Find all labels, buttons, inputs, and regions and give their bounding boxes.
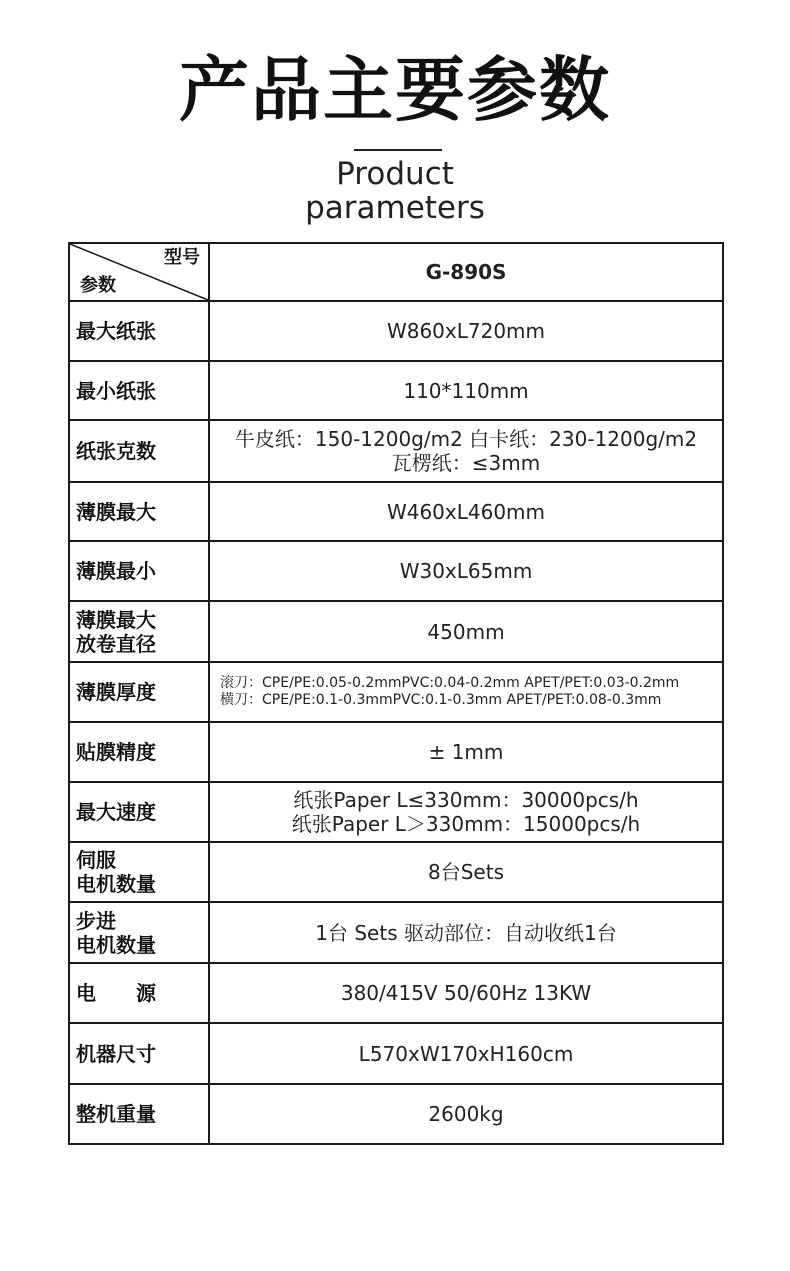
table-row xyxy=(69,722,723,782)
row-value-line: 横刀：CPE/PE:0.1-0.3mmPVC:0.1-0.3mm APET/PET:0.08-0.3mm xyxy=(220,692,662,708)
table-row xyxy=(69,842,723,902)
row-value xyxy=(209,601,723,662)
row-label-line: 薄膜最小 xyxy=(76,559,156,583)
row-value xyxy=(209,662,723,722)
row-value-line: 纸张Paper L＞330mm：15000pcs/h xyxy=(291,812,641,836)
row-value-line: 滚刀：CPE/PE:0.05-0.2mmPVC:0.04-0.2mm APET/PET:0.03-0.2mm xyxy=(220,675,680,691)
row-value-line: 牛皮纸：150-1200g/m2 白卡纸：230-1200g/m2 xyxy=(234,427,698,451)
table-header-row xyxy=(69,243,723,301)
row-label-line: 薄膜最大 xyxy=(76,499,156,524)
table-row xyxy=(69,662,723,722)
row-label-line: 纸张克数 xyxy=(76,439,156,463)
table-row xyxy=(69,420,723,482)
row-label-line: 电机数量 xyxy=(76,932,156,957)
table-row xyxy=(69,902,723,963)
row-value-line: 纸张Paper L≤330mm：30000pcs/h xyxy=(293,788,639,812)
row-label-line: 薄膜最大 xyxy=(76,607,156,632)
row-value xyxy=(209,361,723,420)
row-label xyxy=(69,662,209,722)
corner-model-label: 型号 xyxy=(164,247,200,268)
row-value-line: 110*110mm xyxy=(403,378,529,403)
table-row xyxy=(69,541,723,601)
row-label xyxy=(69,902,209,963)
subtitle-line: Product xyxy=(336,156,454,192)
corner-param-label: 参数 xyxy=(80,275,116,296)
row-label xyxy=(69,842,209,902)
row-label-line: 电 源 xyxy=(76,981,156,1005)
row-value xyxy=(209,301,723,361)
row-value-line: 450mm xyxy=(427,619,505,644)
table-row xyxy=(69,482,723,541)
row-value xyxy=(209,420,723,482)
row-value xyxy=(209,963,723,1023)
spec-table xyxy=(68,242,724,1145)
row-label-line: 步进 xyxy=(76,908,116,933)
row-value-line: 2600kg xyxy=(428,1102,504,1126)
row-label-line: 薄膜厚度 xyxy=(76,680,156,704)
row-value-line: W860xL720mm xyxy=(386,319,546,343)
row-label xyxy=(69,1084,209,1144)
page-subtitle xyxy=(0,157,790,225)
row-label xyxy=(69,301,209,361)
row-value-line: 8台Sets xyxy=(428,860,504,884)
row-value-line: 瓦楞纸：≤3mm xyxy=(391,451,541,475)
row-label-line: 整机重量 xyxy=(76,1102,156,1126)
row-value xyxy=(209,1084,723,1144)
row-label-line: 贴膜精度 xyxy=(76,740,156,764)
row-label xyxy=(69,420,209,482)
row-label-line: 机器尺寸 xyxy=(76,1041,156,1066)
table-row xyxy=(69,963,723,1023)
row-label-line: 电机数量 xyxy=(76,872,156,896)
row-value xyxy=(209,1023,723,1084)
title-divider xyxy=(354,149,442,151)
subtitle-line: parameters xyxy=(305,190,485,226)
table-row xyxy=(69,782,723,842)
row-value-line: ± 1mm xyxy=(428,740,504,764)
row-value xyxy=(209,541,723,601)
row-label-line: 伺服 xyxy=(76,848,116,872)
row-label-line: 最大纸张 xyxy=(76,319,156,343)
row-value-line: W460xL460mm xyxy=(386,499,546,524)
row-value xyxy=(209,842,723,902)
table-row xyxy=(69,361,723,420)
row-label-line: 最大速度 xyxy=(76,800,156,824)
page-title: 产品主要参数 xyxy=(179,49,611,131)
corner-cell xyxy=(69,243,209,301)
spec-rows xyxy=(69,301,723,1144)
row-value-line: 380/415V 50/60Hz 13KW xyxy=(340,981,592,1005)
row-label xyxy=(69,361,209,420)
row-label xyxy=(69,782,209,842)
table-row xyxy=(69,1084,723,1144)
row-label xyxy=(69,1023,209,1084)
table-row xyxy=(69,601,723,662)
table-row xyxy=(69,301,723,361)
row-value xyxy=(209,482,723,541)
row-label xyxy=(69,963,209,1023)
row-value xyxy=(209,722,723,782)
table-row xyxy=(69,1023,723,1084)
row-value-line: 1台 Sets 驱动部位：自动收纸1台 xyxy=(315,920,617,945)
row-value-line: L570xW170xH160cm xyxy=(358,1041,574,1066)
row-label xyxy=(69,541,209,601)
model-value: G-890S xyxy=(209,243,723,301)
row-label-line: 放卷直径 xyxy=(76,631,156,656)
row-label xyxy=(69,601,209,662)
row-label-line: 最小纸张 xyxy=(76,378,156,403)
row-value xyxy=(209,902,723,963)
row-value xyxy=(209,782,723,842)
row-value-line: W30xL65mm xyxy=(399,559,533,583)
row-label xyxy=(69,482,209,541)
row-label xyxy=(69,722,209,782)
